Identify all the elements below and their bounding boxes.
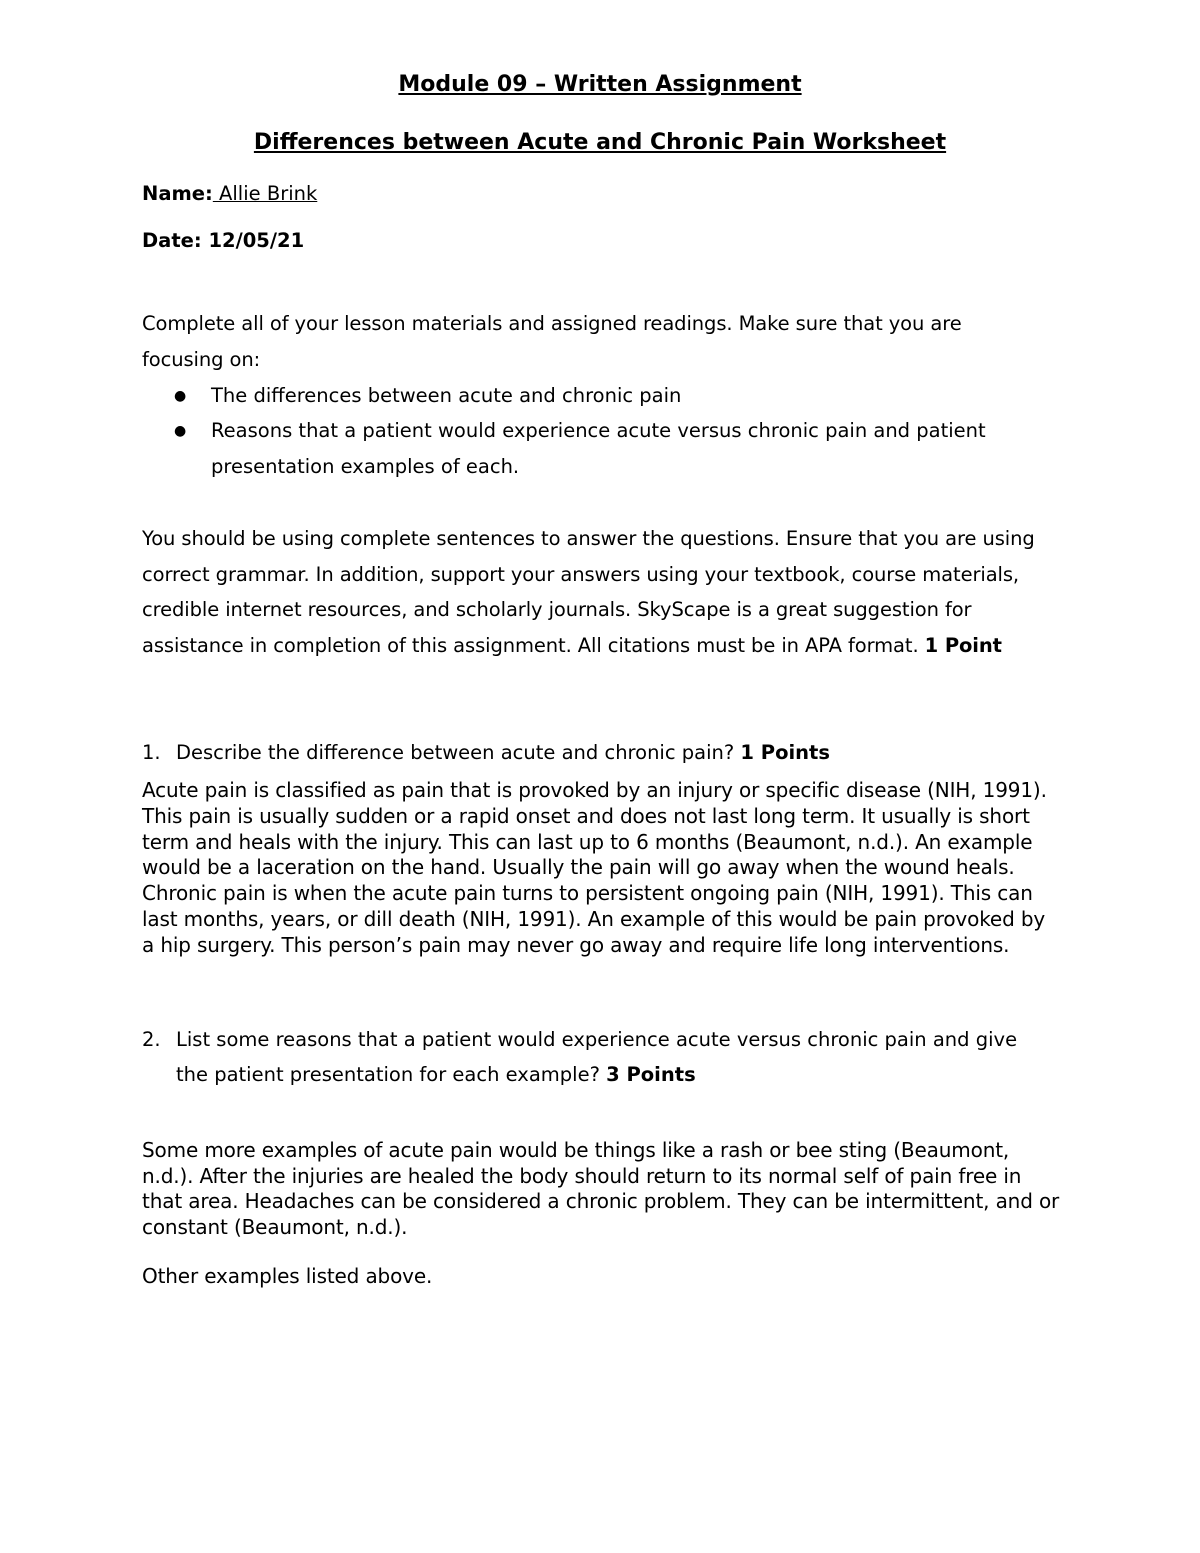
question-2-text: the patient presentation for each example? [176, 1063, 607, 1086]
question-1 [176, 741, 830, 764]
answer-2-line: that area. Headaches can be considered a chronic problem. They can be intermittent, and or [142, 1189, 1060, 1213]
answer-1-line: This pain is usually sudden or a rapid onset and does not last long term. It usually is short [142, 804, 1030, 828]
instructions-text: assistance in completion of this assignment. All citations must be in APA format. [142, 634, 925, 657]
answer-2-line: n.d.). After the injuries are healed the body should return to its normal self of pain free in [142, 1164, 1022, 1188]
name-row [142, 182, 317, 205]
bullet-item-continued: presentation examples of each. [211, 455, 520, 478]
instructions-line: credible internet resources, and scholarly journals. SkyScape is a great suggestion for [142, 598, 972, 621]
question-2-line-1: List some reasons that a patient would experience acute versus chronic pain and give [176, 1028, 1018, 1051]
instructions-line-last [142, 634, 1002, 657]
answer-1-line: term and heals with the injury. This can last up to 6 months (Beaumont, n.d.). An example [142, 830, 1033, 854]
intro-line: focusing on: [142, 348, 261, 371]
instructions-line: correct grammar. In addition, support your answers using your textbook, course materials, [142, 563, 1020, 586]
document-subtitle: Differences between Acute and Chronic Pain Worksheet [253, 130, 947, 155]
answer-1-line: Acute pain is classified as pain that is provoked by an injury or specific disease (NIH, 1991). [142, 778, 1047, 802]
bullet-dot-icon: ● [174, 388, 187, 404]
question-2-number: 2. [142, 1028, 161, 1051]
question-1-number: 1. [142, 741, 161, 764]
answer-1-line: would be a laceration on the hand. Usually the pain will go away when the wound heals. [142, 855, 1015, 879]
bullet-dot-icon: ● [174, 423, 187, 439]
answer-1-line: a hip surgery. This person’s pain may never go away and require life long interventions. [142, 933, 1010, 957]
question-2-line-2 [176, 1063, 696, 1086]
name-label: Name: [142, 182, 213, 205]
instructions-points: 1 Point [924, 634, 1002, 657]
answer-1-line: last months, years, or dill death (NIH, 1991). An example of this would be pain provoked by [142, 907, 1046, 931]
bullet-item: The differences between acute and chronic pain [211, 384, 682, 407]
name-value: Allie Brink [212, 182, 318, 205]
date-label: Date: 12/05/21 [142, 229, 305, 252]
answer-2-extra: Other examples listed above. [142, 1264, 433, 1288]
question-2-points: 3 Points [606, 1063, 696, 1086]
answer-2-line: constant (Beaumont, n.d.). [142, 1215, 408, 1239]
answer-1-line: Chronic pain is when the acute pain turns to persistent ongoing pain (NIH, 1991). This can [142, 881, 1033, 905]
bullet-item: Reasons that a patient would experience acute versus chronic pain and patient [211, 419, 986, 442]
question-1-text: Describe the difference between acute and chronic pain? [176, 741, 741, 764]
instructions-line: You should be using complete sentences to answer the questions. Ensure that you are using [142, 527, 1035, 550]
question-1-points: 1 Points [740, 741, 830, 764]
document-title: Module 09 – Written Assignment [398, 72, 802, 97]
intro-line: Complete all of your lesson materials and assigned readings. Make sure that you are [142, 312, 962, 335]
answer-2-line: Some more examples of acute pain would be things like a rash or bee sting (Beaumont, [142, 1138, 1010, 1162]
